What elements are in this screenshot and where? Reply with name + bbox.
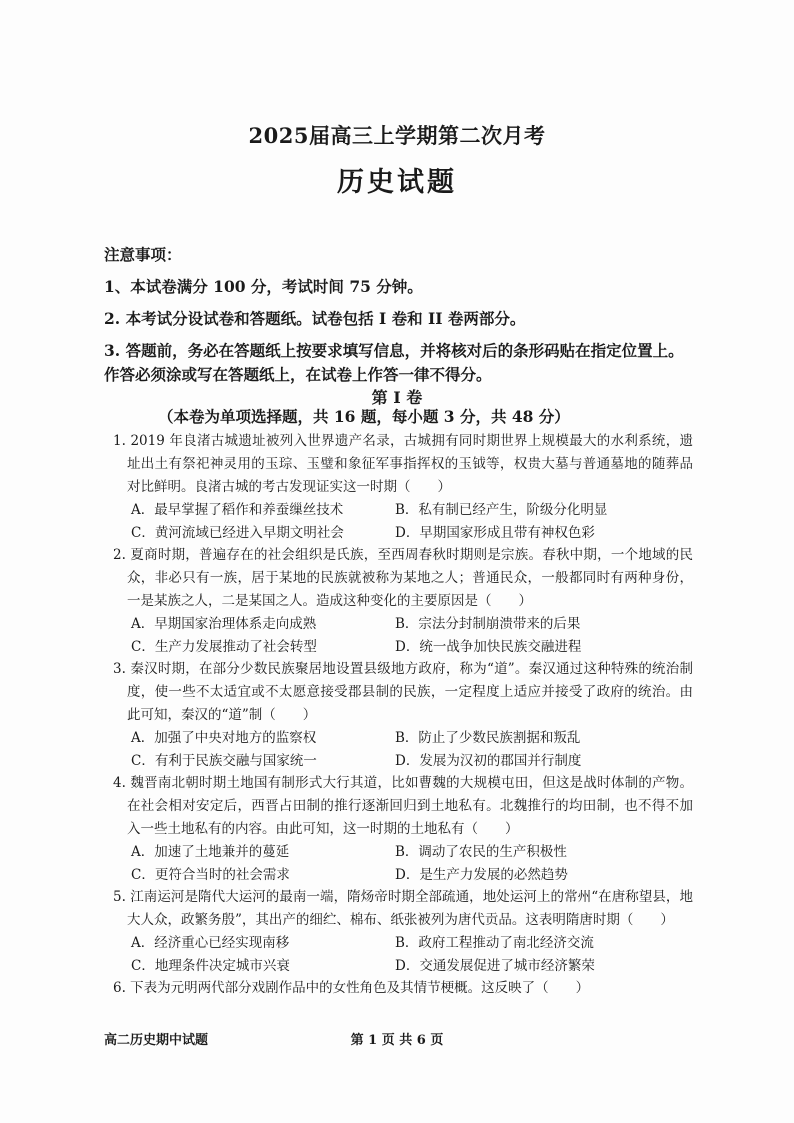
option-grid [113, 499, 693, 544]
option-a: A．早期国家治理体系走向成熟 [131, 616, 317, 632]
question-stem: 4. 魏晋南北朝时期土地国有制形式大行其道，比如曹魏的大规模屯田，但这是战时体制的产物。在社会相对安定后，西晋占田制的推行逐渐回归到土地私有。北魏推行的均田制，也不得不加入一些土地私有的内容。由此可知，这一时期的土地私有（ ） [113, 775, 693, 837]
option-a: A．加强了中央对地方的监察权 [131, 730, 317, 746]
subject-title: 历史试题 [337, 167, 457, 198]
option-d: D．交通发展促进了城市经济繁荣 [395, 957, 595, 974]
option-grid [113, 841, 693, 886]
option-b: B．防止了少数民族割据和叛乱 [395, 730, 581, 746]
option-b: B．宗法分封制崩溃带来的后果 [395, 616, 581, 632]
option-c: C．生产力发展推动了社会转型 [131, 638, 317, 655]
option-d: D．是生产力发展的必然趋势 [395, 866, 568, 883]
question-5 [113, 886, 693, 977]
notice-item: 2. 本考试分设试卷和答题纸。试卷包括 I 卷和 II 卷两部分。 [104, 309, 526, 328]
question-list [113, 430, 693, 1000]
section-heading: 第 I 卷 [371, 388, 423, 407]
notice-item: 1、本试卷满分 100 分，考试时间 75 分钟。 [104, 277, 423, 296]
option-d: D．统一战争加快民族交融进程 [395, 638, 582, 655]
option-grid [113, 613, 693, 658]
notice-item: 3. 答题前，务必在答题纸上按要求填写信息，并将核对后的条形码贴在指定位置上。作答必须涂或写在答题纸上，在试卷上作答一律不得分。 [104, 341, 684, 384]
question-2 [113, 544, 693, 658]
option-c: C．有利于民族交融与国家统一 [131, 752, 317, 769]
option-c: C．黄河流域已经进入早期文明社会 [131, 524, 344, 541]
notice-block [104, 243, 694, 396]
notice-heading: 注意事项： [104, 245, 182, 264]
option-d: D．早期国家形成且带有神权色彩 [395, 524, 595, 541]
option-a: A．经济重心已经实现南移 [131, 935, 290, 951]
question-6 [113, 977, 693, 1000]
question-3 [113, 658, 693, 772]
section-subheading: （本卷为单项选择题，共 16 题，每小题 3 分，共 48 分） [158, 407, 570, 426]
option-a: A．最早掌握了稻作和养蚕缫丝技术 [131, 502, 344, 518]
question-stem: 3. 秦汉时期，在部分少数民族聚居地设置县级地方政府，称为“道”。秦汉通过这种特殊的统治制度，使一些不太适宜或不太愿意接受郡县制的民族，一定程度上适应并接受了政府的统治。由此可知，秦汉的“道”制（ ） [113, 661, 693, 723]
option-d: D．发展为汉初的郡国并行制度 [395, 752, 582, 769]
question-stem: 2. 夏商时期，普遍存在的社会组织是氏族，至西周春秋时期则是宗族。春秋中期，一个地域的民众，非必只有一族，居于某地的民族就被称为某地之人；普通民众，一般都同时有两种身份，一是某族之人，二是某国之人。造成这种变化的主要原因是（ ） [113, 547, 693, 609]
exam-title: 2025届高三上学期第二次月考 [248, 123, 546, 148]
option-grid [113, 727, 693, 772]
option-b: B．私有制已经产生，阶级分化明显 [395, 502, 608, 518]
option-b: B．调动了农民的生产积极性 [395, 844, 567, 860]
option-grid [113, 932, 693, 977]
option-a: A．加速了土地兼并的蔓延 [131, 844, 290, 860]
option-b: B．政府工程推动了南北经济交流 [395, 935, 594, 951]
question-1 [113, 430, 693, 544]
question-stem: 1. 2019 年良渚古城遗址被列入世界遗产名录，古城拥有同时期世界上规模最大的水利系统，遗址出土有祭祀神灵用的玉琮、玉璧和象征军事指挥权的玉钺等，权贵大墓与普通墓地的随葬品对比鲜明。良渚古城的考古发现证实这一时期（ ） [113, 433, 693, 495]
question-4 [113, 772, 693, 886]
question-stem: 6. 下表为元明两代部分戏剧作品中的女性角色及其情节梗概。这反映了（ ） [113, 980, 590, 996]
question-stem: 5. 江南运河是隋代大运河的最南一端，隋炀帝时期全部疏通，地处运河上的常州“在唐称望县，地大人众，政繁务殷”，其出产的细纻、棉布、纸张被列为唐代贡品。这表明隋唐时期（ ） [113, 889, 693, 928]
option-c: C．更符合当时的社会需求 [131, 866, 290, 883]
footer-exam-name: 高二历史期中试题 [104, 1033, 209, 1048]
option-c: C．地理条件决定城市兴衰 [131, 957, 290, 974]
footer-page-number: 第 1 页 共 6 页 [350, 1033, 444, 1048]
